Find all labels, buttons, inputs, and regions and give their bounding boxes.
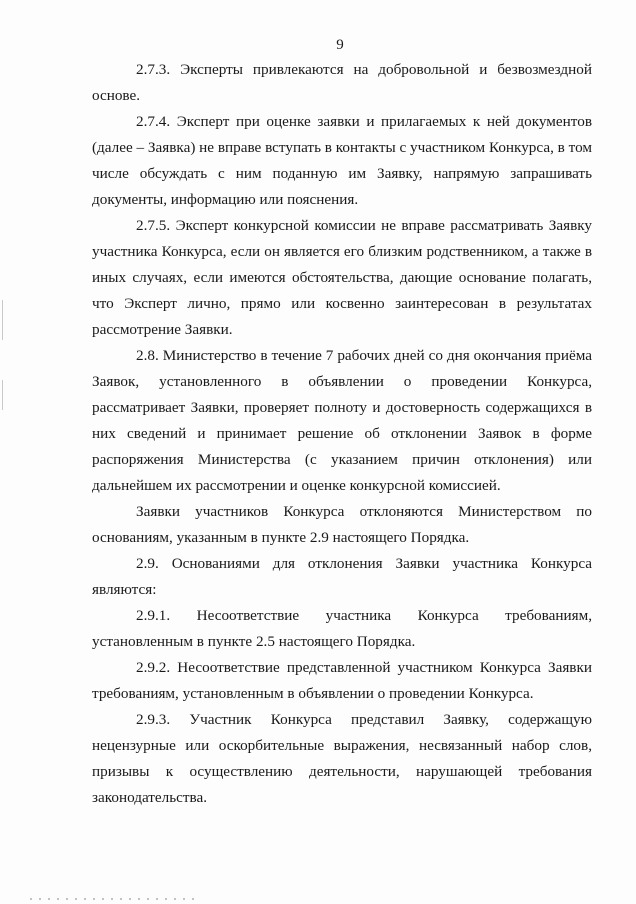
document-body — [92, 57, 592, 811]
paragraph-2-8: 2.8. Министерство в течение 7 рабочих дней со дня окончания приёма Заявок, установленного в объявлении о проведении Конкурса, рассматривает Заявки, проверяет полноту и достоверность содержащихся в них сведений и принимает решение об отклонении Заявок в форме распоряжения Министерства (с указанием причин отклонения) или дальнейшем их рассмотрении и оценке конкурсной комиссией. — [92, 347, 592, 494]
paragraph-rejection-note: Заявки участников Конкурса отклоняются Министерством по основаниям, указанным в пункте 2.9 настоящего Порядка. — [92, 503, 592, 546]
paragraph-2-7-4: 2.7.4. Эксперт при оценке заявки и прилагаемых к ней документов (далее – Заявка) не вправе вступать в контакты с участником Конкурса, в том числе обсуждать с ним поданную им Заявку, напрямую запрашивать документы, информацию или пояснения. — [92, 113, 592, 208]
paragraph-2-9-3: 2.9.3. Участник Конкурса представил Заявку, содержащую нецензурные или оскорбительные выражения, несвязанный набор слов, призывы к осуществлению деятельности, нарушающей требования законодательства. — [92, 711, 592, 806]
scan-artifact — [2, 380, 3, 410]
paragraph-2-7-3: 2.7.3. Эксперты привлекаются на добровольной и безвозмездной основе. — [92, 61, 592, 104]
page-number: 9 — [336, 37, 344, 53]
paragraph-2-9: 2.9. Основаниями для отклонения Заявки участника Конкурса являются: — [92, 555, 592, 598]
paragraph-2-7-5: 2.7.5. Эксперт конкурсной комиссии не вправе рассматривать Заявку участника Конкурса, если он является его близким родственником, а также в иных случаях, если имеются обстоятельства, дающие основание полагать, что Эксперт лично, прямо или косвенно заинтересован в результатах рассмотрение Заявки. — [92, 217, 592, 338]
paragraph-2-9-1: 2.9.1. Несоответствие участника Конкурса требованиям, установленным в пункте 2.5 настоящего Порядка. — [92, 607, 592, 650]
scan-artifact — [2, 300, 3, 340]
paragraph-2-9-2: 2.9.2. Несоответствие представленной участником Конкурса Заявки требованиям, установленным в объявлении о проведении Конкурса. — [92, 659, 592, 702]
scan-artifact-dots — [30, 898, 200, 900]
